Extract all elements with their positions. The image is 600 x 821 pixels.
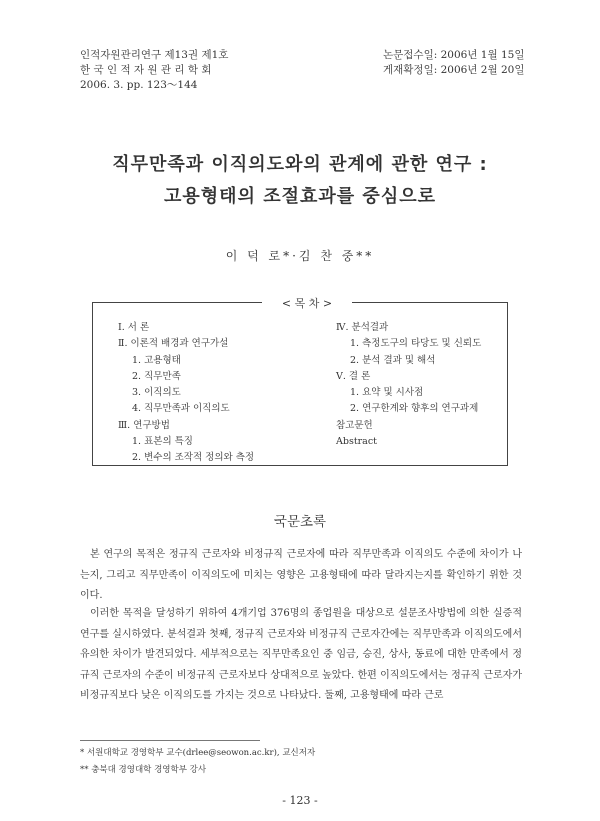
footnote-1: * 서원대학교 경영학부 교수(drlee@seowon.ac.kr), 교신저자 (80, 748, 316, 758)
toc-item: 1. 측정도구의 타당도 및 신뢰도 (350, 338, 482, 350)
toc-item: Ⅲ. 연구방법 (118, 419, 170, 431)
toc-item: 2. 연구한계와 향후의 연구과제 (350, 403, 479, 415)
footnote-2: ** 충북대 경영대학 경영학부 강사 (80, 765, 207, 775)
toc-item: 1. 표본의 특징 (132, 436, 193, 448)
abstract-paragraph-1: 본 연구의 목적은 정규직 근로자와 비정규직 근로자에 따라 직무만족과 이직의도 수준에 차이가 나는지, 그리고 직무만족이 이직의도에 미치는 영향은 고용형태에 따라 달라지는지를 확인하기 위한 것이다. (80, 549, 522, 601)
authors: 이 덕 로*·김 찬 중** (225, 249, 375, 263)
page-number: - 123 - (282, 794, 318, 807)
issue-pages: 2006. 3. pp. 123～144 (80, 79, 198, 91)
received-date: 논문접수일: 2006년 1월 15일 (383, 49, 525, 61)
toc-left-column (118, 320, 254, 467)
toc-item: 1. 요약 및 시사점 (350, 387, 424, 399)
journal-info (80, 48, 228, 93)
abstract-paragraph-2: 이러한 목적을 달성하기 위하여 4개기업 376명의 종업원을 대상으로 설문조사방법에 의한 실증적 연구를 실시하였다. 분석결과 첫째, 정규직 근로자와 비정규직 근로자간에는 직무만족과 이직의도에서 유의한 차이가 발견되었다. 세부적으로는 직무만족요인 중 임금, 승진, 상사, 동료에 대한 만족에서 정규직 근로자의 수준이 비정규직 근로자보다 상대적으로 높았다. 한편 이직의도에서는 정규직 근로자가 비정규직보다 낮은 이직의도를 가지는 것으로 나타났다. 둘째, 고용형태에 따라 근로 (80, 608, 522, 701)
paper-title-line2: 고용형태의 조절효과를 중심으로 (164, 186, 436, 207)
toc-item: 2. 변수의 조작적 정의와 측정 (132, 452, 255, 464)
toc-item: 2. 직무만족 (132, 370, 181, 382)
toc-item: Abstract (336, 436, 377, 448)
toc-item: Ⅳ. 분석결과 (336, 322, 389, 333)
toc-right-column (336, 320, 481, 450)
toc-item: 4. 직무만족과 이직의도 (132, 403, 230, 415)
footnote-divider (80, 740, 260, 741)
accepted-date: 게재확정일: 2006년 2월 20일 (383, 64, 525, 76)
toc-item: 참고문헌 (336, 419, 373, 431)
toc-item: 1. 고용형태 (132, 354, 181, 366)
society-name: 한 국 인 적 자 원 관 리 학 회 (80, 64, 212, 76)
toc-item: 2. 분석 결과 및 해석 (350, 354, 436, 366)
toc-item: 3. 이직의도 (132, 387, 181, 399)
toc-heading: < 목 차 > (262, 295, 352, 311)
journal-name: 인적자원관리연구 제13권 제1호 (80, 49, 229, 61)
abstract-title: 국문초록 (273, 514, 327, 530)
toc-item: Ⅰ. 서 론 (118, 322, 150, 333)
submission-dates (383, 48, 524, 78)
toc-item: Ⅴ. 결 론 (336, 370, 371, 382)
paper-title-line1: 직무만족과 이직의도와의 관계에 관한 연구 : (112, 154, 488, 175)
toc-item: Ⅱ. 이론적 배경과 연구가설 (118, 338, 229, 350)
